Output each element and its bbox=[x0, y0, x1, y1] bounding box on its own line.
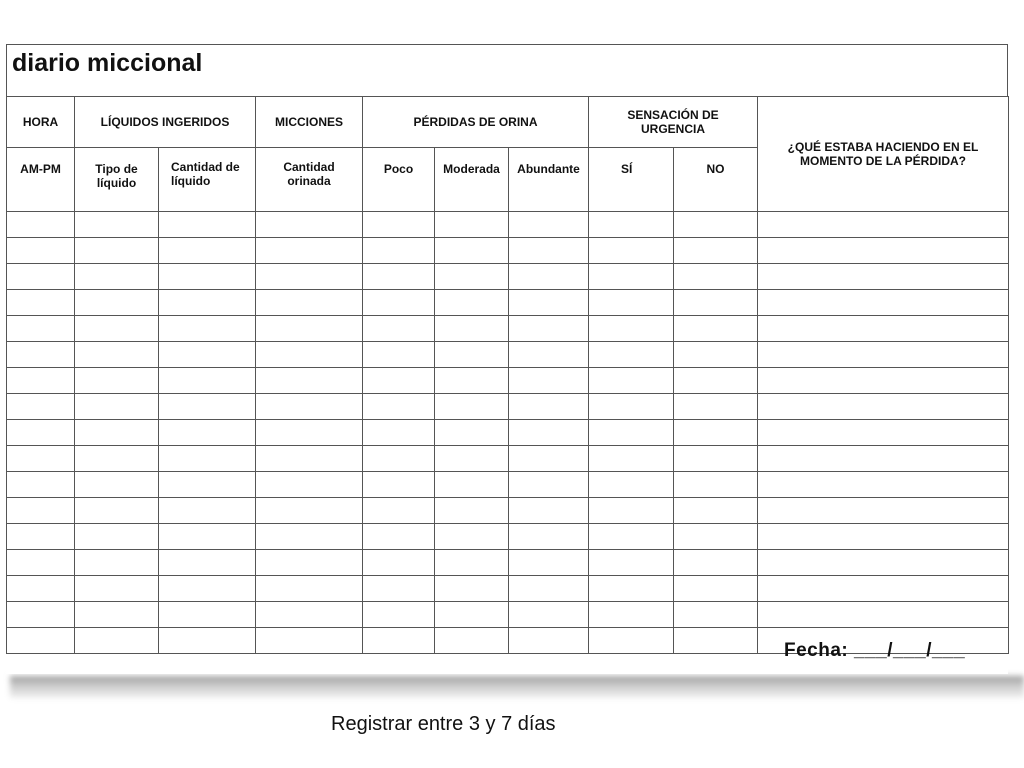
entry-cell[interactable] bbox=[509, 394, 589, 420]
entry-cell[interactable] bbox=[589, 446, 674, 472]
sub-cantidad-liquido-text: Cantidad de líquido bbox=[171, 160, 240, 188]
entry-cell[interactable] bbox=[758, 446, 1009, 472]
entry-cell[interactable] bbox=[363, 576, 435, 602]
header-liquidos: LÍQUIDOS INGERIDOS bbox=[75, 97, 256, 148]
entry-cell[interactable] bbox=[159, 394, 256, 420]
entry-cell[interactable] bbox=[159, 264, 256, 290]
entry-cell[interactable] bbox=[159, 602, 256, 628]
entry-cell[interactable] bbox=[674, 342, 758, 368]
entry-cell[interactable] bbox=[674, 290, 758, 316]
sub-si: SÍ bbox=[589, 148, 674, 212]
entry-cell[interactable] bbox=[435, 342, 509, 368]
entry-cell[interactable] bbox=[509, 342, 589, 368]
sub-am-pm: AM-PM bbox=[7, 148, 75, 212]
entry-cell[interactable] bbox=[363, 524, 435, 550]
entry-cell[interactable] bbox=[75, 420, 159, 446]
entry-cell[interactable] bbox=[7, 264, 75, 290]
entry-cell[interactable] bbox=[159, 212, 256, 238]
entry-cell[interactable] bbox=[589, 212, 674, 238]
entry-cell[interactable] bbox=[363, 498, 435, 524]
entry-cell[interactable] bbox=[363, 264, 435, 290]
sub-no: NO bbox=[674, 148, 758, 212]
table-row bbox=[7, 602, 1009, 628]
entry-cell[interactable] bbox=[159, 316, 256, 342]
entry-cell[interactable] bbox=[589, 550, 674, 576]
sub-cantidad-orinada-text: Cantidad orinada bbox=[283, 160, 335, 188]
table-row bbox=[7, 550, 1009, 576]
entry-cell[interactable] bbox=[363, 342, 435, 368]
entry-cell[interactable] bbox=[159, 368, 256, 394]
fecha-field[interactable]: Fecha: ___/___/___ bbox=[784, 640, 966, 661]
entry-cell[interactable] bbox=[256, 290, 363, 316]
entry-cell[interactable] bbox=[674, 576, 758, 602]
entry-cell[interactable] bbox=[7, 212, 75, 238]
footer-note: Registrar entre 3 y 7 días bbox=[331, 713, 556, 735]
entry-cell[interactable] bbox=[509, 238, 589, 264]
entry-cell[interactable] bbox=[435, 212, 509, 238]
entry-cell[interactable] bbox=[509, 602, 589, 628]
entry-cell[interactable] bbox=[509, 212, 589, 238]
entry-cell[interactable] bbox=[435, 498, 509, 524]
entry-cell[interactable] bbox=[7, 238, 75, 264]
entry-cell[interactable] bbox=[758, 342, 1009, 368]
entry-cell[interactable] bbox=[256, 368, 363, 394]
entry-cell[interactable] bbox=[256, 472, 363, 498]
entry-cell[interactable] bbox=[435, 472, 509, 498]
entry-cell[interactable] bbox=[509, 498, 589, 524]
entry-cell[interactable] bbox=[435, 238, 509, 264]
entry-cell[interactable] bbox=[256, 628, 363, 654]
entry-cell[interactable] bbox=[435, 420, 509, 446]
entry-cell[interactable] bbox=[75, 290, 159, 316]
entry-cell[interactable] bbox=[75, 472, 159, 498]
entry-cell[interactable] bbox=[509, 264, 589, 290]
entry-cell[interactable] bbox=[758, 602, 1009, 628]
entry-cell[interactable] bbox=[363, 472, 435, 498]
entry-cell[interactable] bbox=[674, 420, 758, 446]
entry-cell[interactable] bbox=[256, 238, 363, 264]
entry-cell[interactable] bbox=[363, 550, 435, 576]
table-row bbox=[7, 472, 1009, 498]
entry-cell[interactable] bbox=[7, 316, 75, 342]
entry-cell[interactable] bbox=[256, 420, 363, 446]
diary-table bbox=[6, 96, 1009, 654]
table-row bbox=[7, 264, 1009, 290]
entry-cell[interactable] bbox=[589, 498, 674, 524]
entry-cell[interactable] bbox=[758, 524, 1009, 550]
entry-cell[interactable] bbox=[363, 394, 435, 420]
entry-cell[interactable] bbox=[75, 550, 159, 576]
entry-cell[interactable] bbox=[758, 576, 1009, 602]
sub-cantidad-liquido bbox=[159, 148, 256, 212]
entry-cell[interactable] bbox=[75, 498, 159, 524]
entry-cell[interactable] bbox=[509, 316, 589, 342]
entry-cell[interactable] bbox=[159, 628, 256, 654]
entry-cell[interactable] bbox=[589, 472, 674, 498]
entry-cell[interactable] bbox=[159, 446, 256, 472]
sub-abundante: Abundante bbox=[509, 148, 589, 212]
entry-cell[interactable] bbox=[674, 550, 758, 576]
entry-cell[interactable] bbox=[75, 628, 159, 654]
entry-cell[interactable] bbox=[75, 394, 159, 420]
table-row bbox=[7, 576, 1009, 602]
entry-cell[interactable] bbox=[256, 316, 363, 342]
entry-cell[interactable] bbox=[256, 394, 363, 420]
entry-cell[interactable] bbox=[758, 472, 1009, 498]
entry-cell[interactable] bbox=[256, 602, 363, 628]
entry-cell[interactable] bbox=[256, 498, 363, 524]
entry-cell[interactable] bbox=[758, 316, 1009, 342]
entry-cell[interactable] bbox=[509, 368, 589, 394]
entry-cell[interactable] bbox=[589, 316, 674, 342]
entry-cell[interactable] bbox=[363, 602, 435, 628]
entry-cell[interactable] bbox=[435, 602, 509, 628]
sub-tipo-liquido-text: Tipo de líquido bbox=[95, 162, 138, 190]
entry-cell[interactable] bbox=[75, 342, 159, 368]
entry-cell[interactable] bbox=[363, 368, 435, 394]
entry-cell[interactable] bbox=[509, 472, 589, 498]
entry-cell[interactable] bbox=[363, 628, 435, 654]
header-sensacion-text: SENSACIÓN DE URGENCIA bbox=[627, 108, 719, 136]
entry-cell[interactable] bbox=[7, 472, 75, 498]
entry-cell[interactable] bbox=[758, 550, 1009, 576]
entry-cell[interactable] bbox=[256, 550, 363, 576]
entry-cell[interactable] bbox=[509, 628, 589, 654]
entry-cell[interactable] bbox=[758, 264, 1009, 290]
sub-cantidad-orinada bbox=[256, 148, 363, 212]
entry-cell[interactable] bbox=[589, 576, 674, 602]
entry-cell[interactable] bbox=[159, 420, 256, 446]
entry-cell[interactable] bbox=[75, 524, 159, 550]
entry-cell[interactable] bbox=[435, 394, 509, 420]
entry-cell[interactable] bbox=[674, 498, 758, 524]
entry-cell[interactable] bbox=[589, 394, 674, 420]
entry-cell[interactable] bbox=[435, 628, 509, 654]
entry-cell[interactable] bbox=[75, 238, 159, 264]
entry-cell[interactable] bbox=[256, 446, 363, 472]
entry-cell[interactable] bbox=[589, 264, 674, 290]
entry-cell[interactable] bbox=[589, 628, 674, 654]
table-row bbox=[7, 212, 1009, 238]
entry-cell[interactable] bbox=[7, 342, 75, 368]
entry-cell[interactable] bbox=[435, 446, 509, 472]
entry-cell[interactable] bbox=[509, 550, 589, 576]
entry-cell[interactable] bbox=[509, 524, 589, 550]
entry-cell[interactable] bbox=[75, 602, 159, 628]
entry-cell[interactable] bbox=[363, 420, 435, 446]
entry-cell[interactable] bbox=[256, 264, 363, 290]
entry-cell[interactable] bbox=[589, 602, 674, 628]
header-hora: HORA bbox=[7, 97, 75, 148]
sub-moderada: Moderada bbox=[435, 148, 509, 212]
header-que-hacia bbox=[758, 97, 1009, 212]
entry-cell[interactable] bbox=[435, 524, 509, 550]
table-row bbox=[7, 342, 1009, 368]
entry-cell[interactable] bbox=[674, 446, 758, 472]
entry-cell[interactable] bbox=[589, 238, 674, 264]
entry-cell[interactable] bbox=[589, 524, 674, 550]
entry-cell[interactable] bbox=[758, 290, 1009, 316]
entry-cell[interactable] bbox=[509, 446, 589, 472]
entry-cell[interactable] bbox=[674, 524, 758, 550]
header-row-main bbox=[7, 97, 1009, 148]
form-title: diario miccional bbox=[12, 49, 203, 77]
entry-cell[interactable] bbox=[7, 368, 75, 394]
entry-cell[interactable] bbox=[7, 550, 75, 576]
entry-cell[interactable] bbox=[674, 394, 758, 420]
header-perdidas: PÉRDIDAS DE ORINA bbox=[363, 97, 589, 148]
title-box bbox=[6, 44, 1008, 96]
entry-cell[interactable] bbox=[758, 420, 1009, 446]
entry-cell[interactable] bbox=[75, 316, 159, 342]
entry-cell[interactable] bbox=[758, 498, 1009, 524]
entry-cell[interactable] bbox=[159, 550, 256, 576]
entry-cell[interactable] bbox=[7, 602, 75, 628]
table-row bbox=[7, 498, 1009, 524]
entry-cell[interactable] bbox=[589, 342, 674, 368]
entry-cell[interactable] bbox=[75, 368, 159, 394]
sub-tipo-liquido bbox=[75, 148, 159, 212]
entry-cell[interactable] bbox=[589, 420, 674, 446]
entry-cell[interactable] bbox=[256, 576, 363, 602]
entry-cell[interactable] bbox=[159, 498, 256, 524]
entry-cell[interactable] bbox=[7, 628, 75, 654]
header-que-hacia-text: ¿QUÉ ESTABA HACIENDO EN EL MOMENTO DE LA PÉRDIDA? bbox=[787, 140, 979, 168]
sheet-shadow bbox=[10, 676, 1024, 698]
entry-cell[interactable] bbox=[256, 342, 363, 368]
entry-cell[interactable] bbox=[7, 576, 75, 602]
entry-cell[interactable] bbox=[435, 290, 509, 316]
entry-cell[interactable] bbox=[435, 316, 509, 342]
entry-cell[interactable] bbox=[435, 368, 509, 394]
entry-cell[interactable] bbox=[256, 524, 363, 550]
entry-cell[interactable] bbox=[159, 524, 256, 550]
table-row bbox=[7, 290, 1009, 316]
entry-cell[interactable] bbox=[435, 264, 509, 290]
entry-cell[interactable] bbox=[509, 576, 589, 602]
entry-cell[interactable] bbox=[363, 316, 435, 342]
sub-poco: Poco bbox=[363, 148, 435, 212]
entry-cell[interactable] bbox=[363, 446, 435, 472]
diary-sheet bbox=[6, 44, 1008, 674]
entry-cell[interactable] bbox=[7, 498, 75, 524]
table-row bbox=[7, 394, 1009, 420]
entry-cell[interactable] bbox=[75, 446, 159, 472]
entry-cell[interactable] bbox=[674, 316, 758, 342]
entry-cell[interactable] bbox=[674, 368, 758, 394]
entry-cell[interactable] bbox=[435, 576, 509, 602]
entry-cell[interactable] bbox=[159, 576, 256, 602]
entry-cell[interactable] bbox=[75, 264, 159, 290]
entry-cell[interactable] bbox=[159, 290, 256, 316]
header-micciones: MICCIONES bbox=[256, 97, 363, 148]
entry-cell[interactable] bbox=[7, 420, 75, 446]
entry-cell[interactable] bbox=[435, 550, 509, 576]
entry-cell[interactable] bbox=[7, 394, 75, 420]
entry-cell[interactable] bbox=[674, 264, 758, 290]
entry-cell[interactable] bbox=[7, 524, 75, 550]
entry-cell[interactable] bbox=[758, 368, 1009, 394]
entry-cell[interactable] bbox=[75, 212, 159, 238]
table-row bbox=[7, 420, 1009, 446]
table-row bbox=[7, 238, 1009, 264]
entry-cell[interactable] bbox=[589, 290, 674, 316]
entry-cell[interactable] bbox=[674, 238, 758, 264]
entry-cell[interactable] bbox=[758, 394, 1009, 420]
entry-cell[interactable] bbox=[159, 238, 256, 264]
entry-cell[interactable] bbox=[674, 212, 758, 238]
table-row bbox=[7, 446, 1009, 472]
table-row bbox=[7, 524, 1009, 550]
entry-cell[interactable] bbox=[509, 420, 589, 446]
entry-cell[interactable] bbox=[589, 368, 674, 394]
entry-cell[interactable] bbox=[363, 290, 435, 316]
entry-cell[interactable] bbox=[256, 212, 363, 238]
entry-cell[interactable] bbox=[758, 238, 1009, 264]
entry-cell[interactable] bbox=[674, 472, 758, 498]
table-row bbox=[7, 368, 1009, 394]
entry-cell[interactable] bbox=[159, 342, 256, 368]
entry-cell[interactable] bbox=[7, 446, 75, 472]
entry-cell[interactable] bbox=[674, 602, 758, 628]
entry-cell[interactable] bbox=[509, 290, 589, 316]
entry-cell[interactable] bbox=[363, 212, 435, 238]
entry-cell[interactable] bbox=[75, 576, 159, 602]
entry-cell[interactable] bbox=[363, 238, 435, 264]
table-row bbox=[7, 316, 1009, 342]
entry-cell[interactable] bbox=[159, 472, 256, 498]
header-sensacion bbox=[589, 97, 758, 148]
entry-cell[interactable] bbox=[674, 628, 758, 654]
entry-cell[interactable] bbox=[758, 212, 1009, 238]
entry-cell[interactable] bbox=[7, 290, 75, 316]
